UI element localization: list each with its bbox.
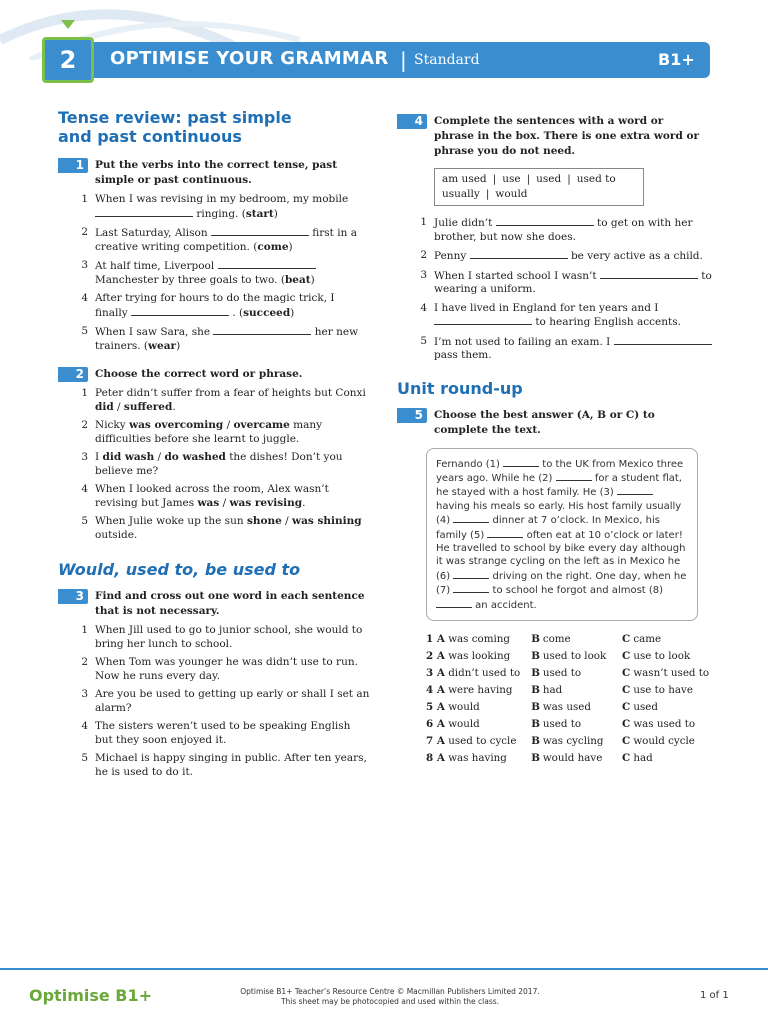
option-letter: B xyxy=(531,649,540,662)
list-item: 2 Last Saturday, Alison first in a creative writing competition. (come) xyxy=(81,226,357,253)
exercise-instruction: Choose the correct word or phrase. xyxy=(95,368,303,380)
option-b[interactable]: had xyxy=(542,683,563,696)
option-b[interactable]: was cycling xyxy=(542,734,604,747)
table-row xyxy=(426,684,717,701)
unit-marker-icon xyxy=(61,20,75,29)
exercise-4-items xyxy=(397,216,717,363)
option-letter: A xyxy=(436,666,445,679)
list-item: 3 When I started school I wasn’t to wearing a uniform. xyxy=(420,268,712,295)
option-b[interactable]: come xyxy=(542,632,571,645)
answer-blank[interactable] xyxy=(436,598,472,608)
option-a[interactable]: would xyxy=(448,717,480,730)
option-letter: C xyxy=(621,649,631,662)
answer-blank[interactable] xyxy=(213,325,311,335)
option-letter: A xyxy=(436,700,445,713)
option-b[interactable]: was used xyxy=(542,700,591,713)
option-word[interactable]: did xyxy=(95,400,114,413)
list-item: 3 Are you be used to getting up early or shall I set an alarm? xyxy=(81,688,370,714)
page-title: OPTIMISE YOUR GRAMMAR xyxy=(110,48,389,69)
list-item: 5 I’m not used to failing an exam. I pass them. xyxy=(397,335,717,363)
table-row xyxy=(426,718,717,735)
option-word[interactable]: was shining xyxy=(292,515,362,527)
list-item: 3 I did wash / do washed the dishes! Don’t you believe me? xyxy=(81,451,343,477)
option-number: 8 xyxy=(426,751,434,764)
list-item: 1 Julie didn’t to get on with her brother, but now she does. xyxy=(420,216,693,243)
list-item: 4 After trying for hours to do the magic trick, I finally . (succeed) xyxy=(81,292,335,319)
option-word[interactable]: overcame xyxy=(233,419,290,431)
option-b[interactable]: would have xyxy=(542,751,603,764)
exercise-3-header xyxy=(58,589,370,619)
list-item: 5 When Julie woke up the sun shone / was shining outside. xyxy=(81,515,362,541)
option-letter: A xyxy=(436,649,445,662)
option-letter: A xyxy=(436,751,445,764)
right-column xyxy=(397,108,717,769)
list-item: 4 I have lived in England for ten years and I to hearing English accents. xyxy=(420,301,681,328)
option-word[interactable]: did wash xyxy=(102,451,155,463)
option-letter: C xyxy=(621,734,631,747)
header-separator: | xyxy=(400,48,407,72)
option-word[interactable]: was xyxy=(197,496,220,509)
answer-blank[interactable] xyxy=(617,485,653,495)
list-item: 4 When I looked across the room, Alex wasn’t revising but James was / was revising. xyxy=(81,483,329,509)
option-number: 3 xyxy=(426,666,434,679)
option-c[interactable]: was used to xyxy=(633,717,696,730)
table-row xyxy=(426,735,717,752)
option-b[interactable]: used to look xyxy=(542,649,607,662)
answer-blank[interactable] xyxy=(131,306,229,316)
option-c[interactable]: use to look xyxy=(633,649,691,662)
exercise-2-header xyxy=(58,367,370,382)
cefr-level: B1+ xyxy=(658,50,695,69)
exercise-3-items xyxy=(58,624,370,779)
footer-rule xyxy=(0,968,768,970)
left-column xyxy=(58,108,370,784)
answer-blank[interactable] xyxy=(487,528,523,538)
exercise-5-header xyxy=(397,408,717,438)
option-letter: C xyxy=(621,717,631,730)
option-letter: C xyxy=(621,632,631,645)
option-letter: A xyxy=(436,632,445,645)
exercise-1-items xyxy=(58,193,370,353)
word-box-item: use xyxy=(502,173,521,185)
answer-blank[interactable] xyxy=(453,583,489,593)
option-letter: C xyxy=(621,666,631,679)
option-b[interactable]: used to xyxy=(542,717,582,730)
section-title-unit-round-up: Unit round-up xyxy=(397,378,523,398)
option-a[interactable]: were having xyxy=(448,683,513,696)
answer-blank[interactable] xyxy=(503,457,539,467)
answer-blank[interactable] xyxy=(211,226,309,236)
exercise-instruction: Find and cross out one word in each sentence that is not necessary. xyxy=(95,590,365,617)
option-c[interactable]: use to have xyxy=(633,683,693,696)
option-letter: B xyxy=(531,751,540,764)
option-a[interactable]: didn’t used to xyxy=(448,666,521,679)
exercise-instruction: Complete the sentences with a word or phrase in the box. There is one extra word or phrase you do not need. xyxy=(434,115,699,157)
option-word[interactable]: shone xyxy=(246,515,282,527)
option-a[interactable]: used to cycle xyxy=(448,734,517,747)
answer-blank[interactable] xyxy=(95,207,193,217)
answer-options-table xyxy=(426,633,717,769)
word-box-item: used to xyxy=(576,173,616,185)
footer-copyright: Optimise B1+ Teacher’s Resource Centre © Macmillan Publishers Limited 2017. This sheet may be photocopied and used within the class. xyxy=(240,987,540,1006)
exercise-instruction: Put the verbs into the correct tense, past simple or past continuous. xyxy=(95,159,338,186)
exercise-number: 1 xyxy=(58,158,88,173)
option-c[interactable]: used xyxy=(633,700,658,713)
word-box-item: would xyxy=(495,188,528,200)
table-row xyxy=(426,650,717,667)
story-text-box: Fernando (1) to the UK from Mexico three years ago. While he (2) for a student flat, he stayed with a host family. He (3) having his meals so early. His host family usually (4) dinner at 7 o’clock. In Mexico, his family (5) often eat at 10 o’clock or later! He travelled to school by bike every day although it was strange cycling on the left as in Mexico he (6) driving on the right. One day, when he (7) to school he forgot and almost (8) an accident. xyxy=(426,448,698,621)
option-number: 7 xyxy=(426,734,434,747)
option-word[interactable]: was revising xyxy=(229,496,303,509)
exercise-instruction: Choose the best answer (A, B or C) to complete the text. xyxy=(434,408,655,436)
unit-number: 2 xyxy=(42,37,94,83)
option-b[interactable]: used to xyxy=(542,666,582,679)
option-letter: B xyxy=(531,632,540,645)
option-c[interactable]: had xyxy=(633,751,653,764)
list-item: 5 When I saw Sara, she her new trainers. (wear) xyxy=(81,325,359,352)
page-number: 1 of 1 xyxy=(700,990,729,1001)
word-box: am used | use | used | used to usually | would xyxy=(434,168,644,206)
exercise-number: 5 xyxy=(397,408,427,423)
table-row xyxy=(426,752,717,769)
answer-blank[interactable] xyxy=(453,569,489,579)
answer-blank[interactable] xyxy=(496,216,594,226)
list-item: 4 The sisters weren’t used to be speaking English but they soon enjoyed it. xyxy=(81,720,351,746)
option-number: 6 xyxy=(426,717,434,730)
list-item: 2 When Tom was younger he was didn’t use to run. Now he runs every day. xyxy=(81,656,358,682)
table-row xyxy=(426,633,717,650)
option-c[interactable]: wasn’t used to xyxy=(633,666,710,679)
option-c[interactable]: came xyxy=(633,632,662,645)
word-box-item: used xyxy=(536,173,562,185)
answer-blank[interactable] xyxy=(218,259,316,269)
exercise-4-header xyxy=(397,114,717,159)
list-item: 2 Penny be very active as a child. xyxy=(420,249,703,262)
answer-blank[interactable] xyxy=(600,269,698,279)
option-letter: B xyxy=(531,700,540,713)
option-word[interactable]: was overcoming xyxy=(129,419,224,431)
answer-blank[interactable] xyxy=(470,249,568,259)
word-box-item: usually xyxy=(442,188,480,200)
table-row xyxy=(426,701,717,718)
list-item: 1 When Jill used to go to junior school, she would to bring her lunch to school. xyxy=(81,624,363,650)
option-letter: C xyxy=(621,700,631,713)
list-item: 1 When I was revising in my bedroom, my mobile ringing. (start) xyxy=(81,193,349,220)
footer-brand: Optimise B1+ xyxy=(29,986,153,1005)
list-item: 1 Peter didn’t suffer from a fear of heights but Conxi did / suffered. xyxy=(81,387,366,413)
option-number: 1 xyxy=(426,632,434,645)
answer-blank[interactable] xyxy=(614,335,712,345)
word-box-item: am used xyxy=(442,173,487,185)
option-c[interactable]: would cycle xyxy=(633,734,695,747)
option-letter: C xyxy=(621,751,631,764)
option-word[interactable]: suffered xyxy=(123,400,173,413)
option-letter: A xyxy=(436,683,445,696)
option-number: 2 xyxy=(426,649,434,662)
list-item: 5 Michael is happy singing in public. After ten years, he is used to do it. xyxy=(81,752,367,778)
answer-blank[interactable] xyxy=(434,315,532,325)
answer-blank[interactable] xyxy=(556,471,592,481)
option-a[interactable]: would xyxy=(448,700,480,713)
exercise-1-header xyxy=(58,158,370,188)
level-label: Standard xyxy=(414,52,480,68)
option-number: 4 xyxy=(426,683,434,696)
option-letter: B xyxy=(531,717,540,730)
option-a[interactable]: was coming xyxy=(448,632,510,645)
list-item: 2 Nicky was overcoming / overcame many difficulties before she learnt to juggle. xyxy=(81,419,323,445)
option-a[interactable]: was having xyxy=(448,751,507,764)
option-word[interactable]: do washed xyxy=(164,451,226,463)
option-letter: B xyxy=(531,683,540,696)
exercise-number: 3 xyxy=(58,589,88,604)
exercise-number: 2 xyxy=(58,367,88,382)
list-item: 3 At half time, Liverpool Manchester by three goals to two. (beat) xyxy=(81,259,315,286)
option-letter: C xyxy=(621,683,631,696)
exercise-2-items xyxy=(58,387,370,542)
option-letter: A xyxy=(436,734,445,747)
option-letter: B xyxy=(531,734,540,747)
section-title-tense-review: Tense review: past simple and past continuous xyxy=(58,108,292,146)
answer-blank[interactable] xyxy=(453,513,489,523)
exercise-number: 4 xyxy=(397,114,427,129)
table-row xyxy=(426,667,717,684)
section-title-used-to: Would, used to, be used to xyxy=(58,560,301,579)
option-a[interactable]: was looking xyxy=(448,649,511,662)
option-number: 5 xyxy=(426,700,434,713)
option-letter: A xyxy=(436,717,445,730)
option-letter: B xyxy=(531,666,540,679)
